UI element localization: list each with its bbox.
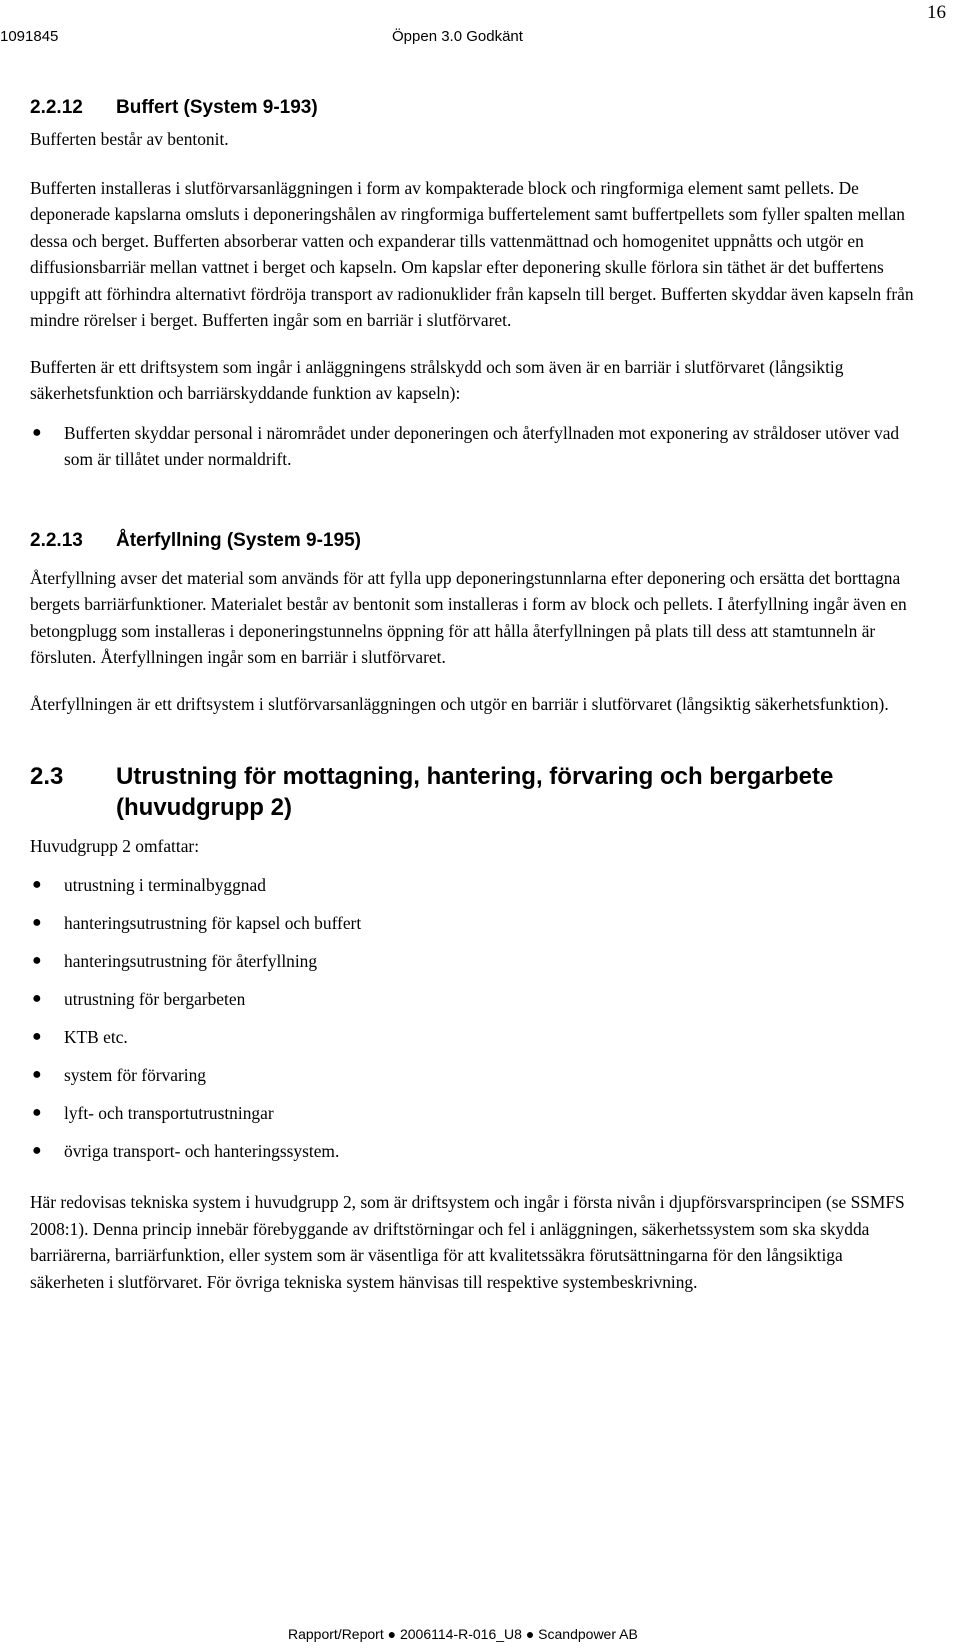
heading-2-2-12 [30,96,920,120]
list-item: ● utrustning för bergarbeten [30,986,920,1013]
paragraph: Bufferten består av bentonit. [30,129,229,149]
bullet-list [30,420,920,473]
bullet-icon: ● [32,989,42,1007]
list-item: ● hanteringsutrustning för kapsel och buffert [30,910,920,937]
bullet-icon: ● [32,423,42,441]
list-item: ● lyft- och transportutrustningar [30,1100,920,1127]
list-item: ● Bufferten skyddar personal i närområdet under deponeringen och återfyllnaden mot exponering av stråldoser utöver vad som är tillåtet under normaldrift. [30,420,920,473]
bullet-icon: ● [32,913,42,931]
section-number: 2.2.12 [30,97,83,118]
paragraph: Återfyllning avser det material som används för att fylla upp deponeringstunnlarna efter deponering och ersätta det borttagna bergets barriärfunktioner. Materialet består av bentonit som installeras i form av block och pellets. I återfyllning ingår även en betongplugg som installeras i deponeringstunnelns öppning för att hålla återfyllningen på plats till dess att stamtunneln är försluten. Återfyllningen ingår som en barriär i slutförvaret. [30,567,907,667]
paragraph: Bufferten är ett driftsystem som ingår i anläggningens strålskydd och som även är en barriär i slutförvaret (långsiktig säkerhetsfunktion och barriärskyddande funktion av kapseln): [30,356,844,403]
paragraph: Bufferten installeras i slutförvarsanläggningen i form av kompakterade block och ringformiga element samt pellets. De deponerade kapslarna omsluts i deponeringshålen av ringformiga buffertelement samt buffertpellets som fyller spalten mellan dessa och berget. Bufferten absorberar vatten och expanderar tills vattenmättnad och homogenitet uppnåtts och utgör en diffusionsbarriär mellan vattnet i berget och kapseln. Om kapslar efter deponering skulle förlora sin täthet är det buffertens uppgift att förhindra alternativt fördröja transport av radionuklider från kapseln till berget. Bufferten skyddar även kapseln från mindre rörelser i berget. Bufferten ingår som en barriär i slutförvaret. [30,177,914,330]
page-content [30,96,920,1295]
section-number: 2.2.13 [30,529,83,551]
footer-separator-icon: ● [525,1626,535,1642]
section-number: 2.3 [30,763,64,790]
paragraph: Huvudgrupp 2 omfattar: [30,836,200,856]
section-title: Utrustning för mottagning, hantering, förvaring och bergarbete (huvudgrupp 2) [116,763,834,821]
footer-report-number: 2006114-R-016_U8 [399,1626,522,1642]
page-number: 16 [927,2,946,23]
document-status: Öppen 3.0 Godkänt [392,28,523,45]
heading-2-2-13 [30,529,920,553]
section-title: Återfyllning (System 9-195) [116,529,361,551]
section-title: Buffert (System 9-193) [116,97,318,118]
bullet-icon: ● [32,875,42,893]
paragraph: Återfyllningen är ett driftsystem i slutförvarsanläggningen och utgör en barriär i slutförvaret (långsiktig säkerhetsfunktion). [30,693,889,714]
list-item: ● KTB etc. [30,1024,920,1051]
bullet-list [30,872,920,1165]
bullet-icon: ● [32,1141,42,1159]
bullet-icon: ● [32,1027,42,1045]
page-footer [288,1626,638,1642]
bullet-icon: ● [32,1103,42,1121]
document-id: 1091845 [0,28,59,45]
footer-company: Scandpower AB [538,1626,638,1642]
list-item: ● övriga transport- och hanteringssystem. [30,1138,920,1165]
list-item: ● system för förvaring [30,1062,920,1089]
list-item: ● utrustning i terminalbyggnad [30,872,920,899]
bullet-icon: ● [32,1065,42,1083]
heading-2-3 [30,761,920,823]
bullet-icon: ● [32,951,42,969]
list-item: ● hanteringsutrustning för återfyllning [30,948,920,975]
footer-separator-icon: ● [387,1626,397,1642]
footer-report-label: Rapport/Report [288,1626,384,1642]
paragraph: Här redovisas tekniska system i huvudgrupp 2, som är driftsystem och ingår i första nivån i djupförsvarsprincipen (se SSMFS 2008:1). Denna princip innebär förebyggande av driftstörningar och fel i anläggningen, säkerhetssystem som ska skydda barriärerna, barriärfunktion, eller system som är väsentliga för att kvalitetssäkra förutsättningarna för den långsiktiga säkerheten i slutförvaret. För övriga tekniska system hänvisas till respektive systembeskrivning. [30,1192,905,1292]
